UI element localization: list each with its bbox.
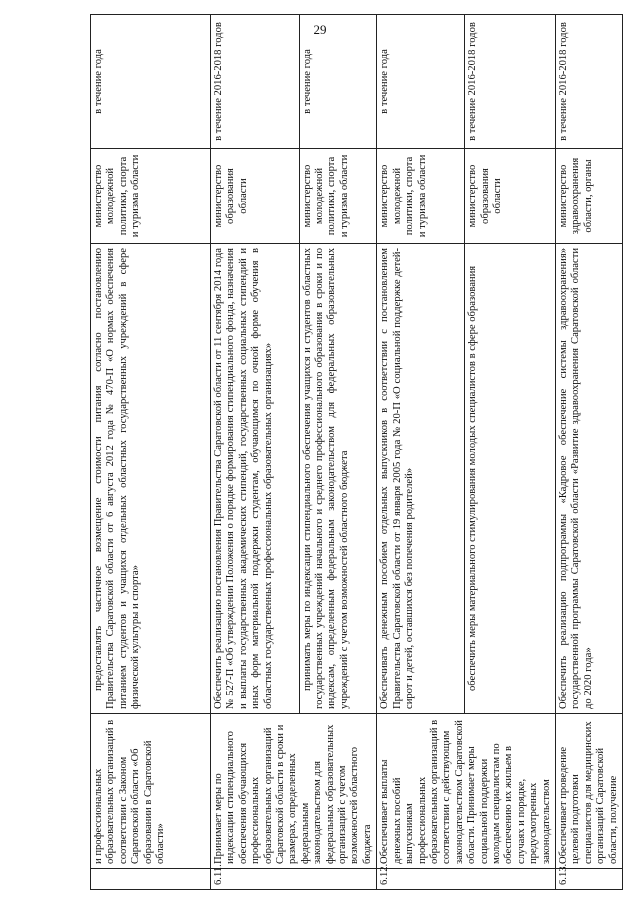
executor-cell: министерство молодежной политики, спорта и туризма области xyxy=(91,149,211,244)
executor-cell: министерство молодежной политики, спорта и туризма области xyxy=(377,149,465,244)
rotated-table-container xyxy=(90,15,619,890)
measure-cell xyxy=(211,244,300,714)
measure-text: Обеспечить реализацию подпрограммы «Кадровое обеспечение системы здравоохранения» государственной программы Саратовской области «Развитие здравоохранения Саратовской области до 2020 года» xyxy=(557,248,594,709)
deadline-cell: в течение 2016-2018 годов xyxy=(555,15,622,149)
measure-cell xyxy=(465,244,556,714)
measure-cell xyxy=(555,244,622,714)
executor-cell: министерство образования области xyxy=(211,149,300,244)
executor-cell: министерство молодежной политики, спорта и туризма области xyxy=(299,149,377,244)
deadline-cell: в течение года xyxy=(377,15,465,149)
responsibility-cell: Обеспечивает проведение целевой подготовки специалистов для медицинских организаций Саратовской области, получение xyxy=(555,714,622,869)
table-row xyxy=(211,15,300,890)
measure-cell xyxy=(377,244,465,714)
measure-text: предоставлять частичное возмещение стоимости питания согласно постановлению Правительства Саратовской области от 6 августа 2012 года № 470-П «О нормах обеспечения питанием студентов и учащихся отдельных областных государственных учреждений в сфере физической культуры и спорта» xyxy=(93,248,142,709)
responsibility-cell: Принимает меры по индексации стипендиального обеспечения обучающихся профессиональных образовательных организаций Саратовской области в сроки и размерах, определенных федеральным законодательством для федеральных образовательных организаций с учетом возможностей областного бюджета xyxy=(211,714,377,869)
measures-table xyxy=(90,14,623,890)
responsibility-cell: Обеспечивает выплаты денежных пособий выпускникам профессиональных образовательных организаций в соответствии с действующим законодательством Саратовской области. Принимает меры социальной поддержки молодым специалистам по обеспечению их жильем в случаях и порядке, предусмотренных законодательством xyxy=(377,714,556,869)
measure-text: обеспечить меры материального стимулирования молодых специалистов в сфере образования xyxy=(467,265,479,691)
deadline-cell: в течение года xyxy=(299,15,377,149)
table-row xyxy=(377,15,465,890)
measure-text: Обеспечивать денежным пособием отдельных выпускников в соответствии с постановлением Правительства Саратовской области от 19 января 2005 года № 20-П «О социальной поддержке детей-сирот и детей, оставшихся без попечения родителей» xyxy=(379,248,416,709)
deadline-cell: в течение года xyxy=(91,15,211,149)
table-row xyxy=(91,15,211,890)
executor-cell: министерство здравоохранения области, органы xyxy=(555,149,622,244)
item-number: 6.13. xyxy=(555,869,622,890)
page-number: 29 xyxy=(313,22,327,37)
item-number: 6.11. xyxy=(211,869,377,890)
measure-text: принимать меры по индексации стипендиального обеспечения учащихся и студентов областных государственных учреждений начального и среднего профессионального образования в сроки и по индексам, определенным федеральным законодательством для федеральных образовательных учреждений с учетом возможностей областного бюджета xyxy=(301,248,350,709)
responsibility-cell: и профессиональных образовательных организаций в соответствии с Законом Саратовской области «Об образовании в Саратовской области» xyxy=(91,714,211,869)
deadline-cell: в течение 2016-2018 годов xyxy=(211,15,300,149)
item-number: 6.12. xyxy=(377,869,556,890)
table-row xyxy=(555,15,622,890)
measure-cell xyxy=(299,244,377,714)
measure-text: Обеспечить реализацию постановления Правительства Саратовской области от 11 сентября 2014 года № 527-П «Об утверждении Положения о порядке формирования стипендиального фонда, назначения и выплаты государственных академических стипендий, государственных социальных стипендий и иных форм материальной поддержки студентам, обучающимся по очной форме обучения в областных государственных профессиональных образовательных организациях» xyxy=(213,248,274,709)
deadline-cell: в течение 2016-2018 годов xyxy=(465,15,556,149)
executor-cell: министерство образования области xyxy=(465,149,556,244)
item-number xyxy=(91,869,211,890)
measure-cell xyxy=(91,244,211,714)
